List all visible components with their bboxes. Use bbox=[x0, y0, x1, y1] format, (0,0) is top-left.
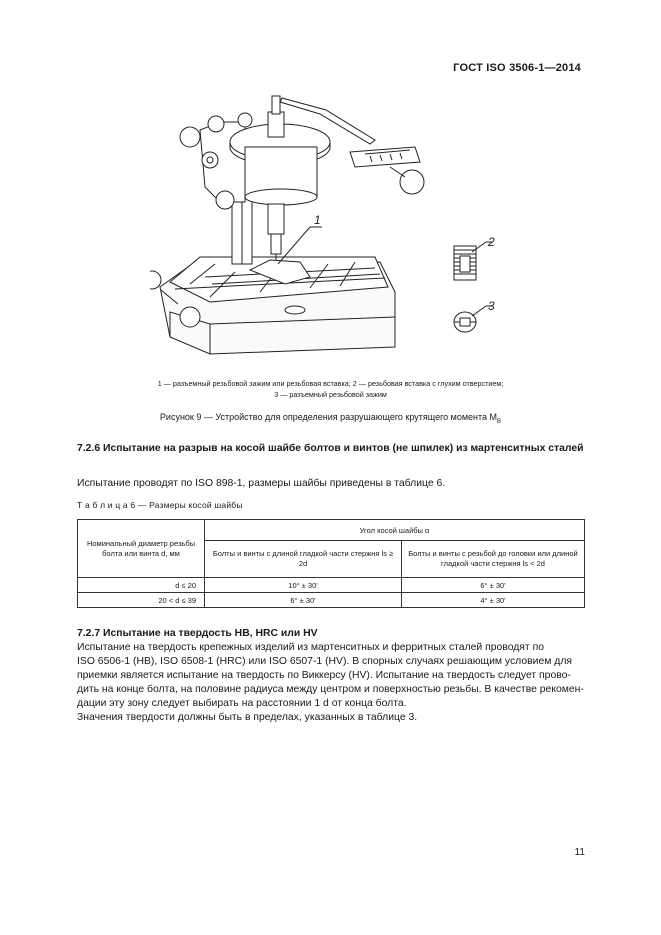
section-727-heading: 7.2.7 Испытание на твердость HB, HRC или HV bbox=[77, 628, 318, 639]
text-line: дить на конце болта, на половине радиуса между центром и поверхностью резьбы. В качестве рекомен- bbox=[77, 684, 584, 696]
text-line: приемки является испытание на твердость по Виккерсу (HV). Испытание на твердость следует прово- bbox=[77, 670, 571, 682]
section-726-heading: 7.2.6 Испытание на разрыв на косой шайбе болтов и винтов (не шпилек) из мартенситных сталей bbox=[77, 443, 584, 454]
washer-table bbox=[77, 519, 585, 608]
col-header-threaded: Болты и винты с резьбой до головки или длиной гладкой части стержня ls < 2d bbox=[402, 541, 585, 578]
section-727-paragraph bbox=[77, 641, 587, 711]
detail-figures bbox=[448, 232, 518, 342]
document-id: ГОСТ ISO 3506-1—2014 bbox=[453, 62, 581, 74]
table-title: Т а б л и ц а 6 — Размеры косой шайбы bbox=[77, 500, 243, 510]
section-727-note: Значения твердости должны быть в пределах, указанных в таблице 3. bbox=[77, 712, 418, 723]
legend-line: 3 — разъемный резьбовой зажим bbox=[274, 389, 387, 399]
text-line: Испытание на твердость крепежных изделий из мартенситных и ферритных сталей проводят по bbox=[77, 642, 544, 653]
callout-3: 3 bbox=[488, 299, 495, 313]
callout-1: 1 bbox=[314, 213, 321, 227]
page-number: 11 bbox=[574, 847, 585, 858]
caption-subscript: B bbox=[497, 418, 502, 425]
section-726-text: Испытание проводят по ISO 898-1, размеры шайбы приведены в таблице 6. bbox=[77, 478, 446, 489]
col-header-diameter: Номинальный диаметр резьбы болта или винта d, мм bbox=[78, 520, 205, 578]
legend-line: 1 — разъемный резьбовой зажим или резьбовая вставка; 2 — резьбовая вставка с глухим отверстием; bbox=[157, 379, 504, 388]
callout-2: 2 bbox=[488, 235, 495, 249]
text-line: дации эту зону следует выбирать на расстоянии 1 d от конца болта. bbox=[77, 698, 407, 710]
text-line: ISO 6506-1 (HB), ISO 6508-1 (HRC) или ISO 6507-1 (HV). В спорных случаях решающим условием для bbox=[77, 656, 573, 668]
group-header-angle: Угол косой шайбы α bbox=[205, 520, 585, 541]
figure-caption: Рисунок 9 — Устройство для определения разрушающего крутящего момента $M_B$ bbox=[159, 412, 502, 425]
figure-legend bbox=[60, 379, 601, 400]
table-row: d ≤ 20 10° ± 30' 6° ± 30' bbox=[78, 578, 585, 593]
table-row: 20 < d ≤ 39 6° ± 30' 4° ± 30' bbox=[78, 593, 585, 608]
torque-device-figure bbox=[150, 92, 440, 377]
col-header-smooth-shank: Болты и винты с длиной гладкой части стержня ls ≥ 2d bbox=[205, 541, 402, 578]
